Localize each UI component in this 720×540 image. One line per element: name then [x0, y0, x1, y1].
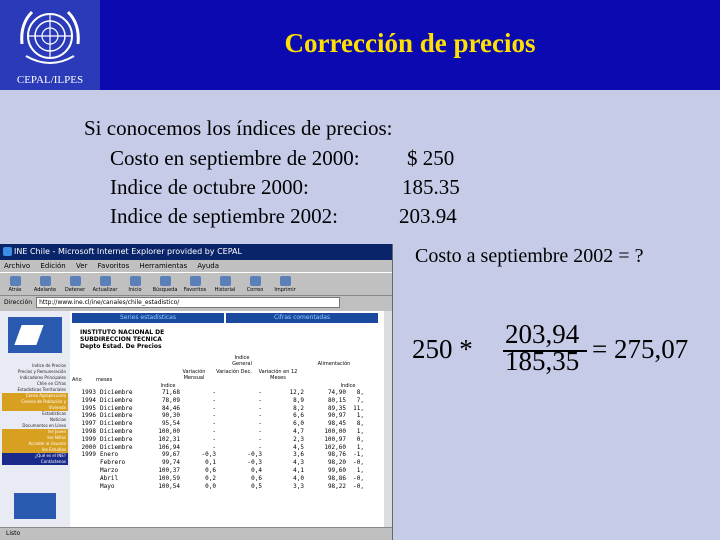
refresh-label: Actualizar [92, 286, 118, 293]
stop-label: Detener [64, 286, 86, 293]
header-month: meses [96, 377, 113, 383]
header-index: Indice [160, 383, 176, 389]
table-cell: 1996 [81, 412, 96, 420]
table-cell: 89,35 [327, 404, 346, 412]
sidebar-item[interactable]: Chile en Cifras [36, 381, 66, 386]
table-body [72, 389, 384, 490]
table-cell: 3,3 [293, 482, 304, 490]
back-label: Atrás [8, 286, 22, 293]
sidebar-item[interactable]: Indice de Precios [32, 363, 66, 368]
refresh-icon [100, 276, 111, 286]
sidebar-item[interactable]: Documentos en Línea [22, 423, 66, 428]
browser-title: INE Chile - Microsoft Internet Explorer provided by CEPAL [14, 247, 242, 256]
slide-header [0, 0, 720, 90]
table-cell: -0, [353, 482, 364, 490]
header-food: Alimentación [317, 361, 351, 367]
table-cell: Diciembre [100, 443, 133, 451]
question-text: Costo a septiembre 2002 = ? [415, 245, 644, 267]
table-cell: 100,97 [324, 435, 346, 443]
table-cell: Diciembre [100, 435, 133, 443]
search-label: Búsqueda [152, 286, 178, 293]
table-cell: 8,9 [293, 396, 304, 404]
browser-menu-bar [0, 260, 392, 272]
table-cell: 1, [356, 427, 364, 435]
table-cell: Enero [100, 451, 119, 459]
line-1-label: Costo en septiembre de 2000: [110, 146, 360, 170]
table-cell: 4,1 [293, 466, 304, 474]
stop-icon [70, 276, 81, 286]
sidebar-menu [2, 363, 68, 465]
table-cell: 0,1 [205, 459, 216, 467]
formula-lhs: 250 * [412, 334, 473, 364]
table-cell: 100,00 [158, 427, 180, 435]
table-row [72, 467, 384, 475]
site-tabs [72, 313, 380, 323]
table-cell: 99,67 [161, 451, 180, 459]
table-cell: 100,37 [158, 466, 180, 474]
print-label: Imprimir [274, 286, 296, 293]
table-cell: 102,31 [158, 435, 180, 443]
table-cell: 0,2 [205, 474, 216, 482]
table-cell: 4,3 [293, 459, 304, 467]
institution-line: Depto Estad. De Precios [80, 343, 162, 350]
browser-window [0, 244, 393, 540]
table-row [72, 389, 384, 397]
table-cell [72, 459, 96, 467]
slide-title: Corrección de precios [284, 28, 536, 58]
favorites-button[interactable] [182, 274, 208, 294]
table-row [72, 475, 384, 483]
table-cell: - [258, 443, 262, 451]
table-cell: Diciembre [100, 412, 133, 420]
sidebar-item[interactable]: Acceder al Usuario [2, 441, 68, 447]
table-cell: 8, [356, 389, 364, 396]
line-3-label: Indice de septiembre 2002: [110, 204, 339, 228]
table-cell: 8,2 [293, 404, 304, 412]
menu-ayuda[interactable]: Ayuda [197, 262, 220, 270]
table-cell: 100,54 [158, 482, 180, 490]
table-cell: 1, [356, 412, 364, 420]
institution-heading [80, 329, 164, 350]
formula-denominator: 185,35 [505, 346, 580, 376]
sidebar-item[interactable]: ¿Qué es el INE? [2, 453, 68, 459]
history-icon [220, 276, 231, 286]
table-cell: - [258, 389, 262, 396]
site-sidebar [0, 311, 70, 528]
table-row [72, 436, 384, 444]
table-cell: -1, [353, 451, 364, 459]
sidebar-item[interactable]: Precios y Remuneración [18, 369, 66, 374]
table-cell: 98,76 [327, 451, 346, 459]
table-cell: 2000 [81, 443, 96, 451]
sidebar-item[interactable]: Estadísticas [42, 411, 66, 416]
table-cell: 4,0 [293, 474, 304, 482]
header-general-index: Indice General [232, 355, 252, 367]
print-icon [280, 276, 291, 286]
table-row [72, 428, 384, 436]
table-cell: Diciembre [100, 389, 133, 396]
table-row [72, 405, 384, 413]
history-label: Historial [214, 286, 236, 293]
table-row [72, 444, 384, 452]
logo-area [0, 0, 100, 90]
menu-favoritos[interactable]: Favoritos [97, 262, 130, 270]
table-cell: 102,60 [324, 443, 346, 451]
header-var-12: Variación en 12 Meses [258, 369, 298, 381]
table-cell: -0, [353, 459, 364, 467]
table-cell: - [258, 427, 262, 435]
table-row [72, 420, 384, 428]
table-row [72, 483, 384, 491]
table-cell: 99,74 [161, 459, 180, 467]
table-row [72, 459, 384, 467]
table-cell: Diciembre [100, 396, 133, 404]
table-cell: 1999 [81, 451, 96, 459]
mail-button[interactable] [242, 274, 268, 294]
ine-logo [8, 317, 62, 353]
table-cell: Diciembre [100, 427, 133, 435]
table-cell: 99,60 [327, 466, 346, 474]
table-cell: Mayo [100, 482, 115, 490]
org-label: CEPAL/ILPES [16, 74, 84, 86]
line-1-value: $ 250 [407, 146, 455, 170]
table-cell: 12,2 [289, 389, 304, 396]
table-cell: 4,5 [293, 443, 304, 451]
search-button[interactable] [152, 274, 178, 294]
table-cell: - [212, 443, 216, 451]
history-button[interactable] [212, 274, 238, 294]
table-cell [72, 483, 96, 491]
table-cell [72, 475, 96, 483]
header-index-food: Indice [340, 383, 356, 389]
table-cell: - [212, 389, 216, 396]
table-cell: 0,6 [205, 466, 216, 474]
sidebar-item[interactable]: Indicadores Principales [20, 375, 66, 380]
table-cell [72, 467, 96, 475]
table-cell: 6,6 [293, 412, 304, 420]
table-cell: 98,45 [327, 420, 346, 428]
table-cell: Abril [100, 474, 119, 482]
table-cell: 84,46 [161, 404, 180, 412]
table-cell: 7, [356, 396, 364, 404]
table-cell: 90,97 [327, 412, 346, 420]
table-cell: - [212, 420, 216, 428]
browser-title-bar [0, 244, 392, 260]
sidebar-item[interactable]: Ine Joven [2, 429, 68, 435]
header-year: Año [72, 377, 82, 383]
table-cell: 80,15 [327, 396, 346, 404]
table-cell: 3,6 [293, 451, 304, 459]
table-cell: 98,86 [327, 474, 346, 482]
table-cell: 1993 [81, 389, 96, 396]
status-bar: Listo [0, 527, 393, 540]
table-cell: 1998 [81, 427, 96, 435]
sidebar-item[interactable]: Estadísticas Territoriales [17, 387, 66, 392]
institution-line: INSTITUTO NACIONAL DE [80, 329, 165, 336]
formula-result: = 275,07 [592, 334, 689, 364]
table-cell: 1995 [81, 404, 96, 412]
address-bar [0, 296, 392, 309]
table-cell: 0,5 [251, 482, 262, 490]
back-button[interactable] [2, 274, 28, 294]
table-cell: 1994 [81, 396, 96, 404]
table-cell: 1997 [81, 420, 96, 428]
table-cell: - [258, 420, 262, 428]
sidebar-item[interactable]: Censos de Población y Vivienda [2, 399, 68, 411]
browser-toolbar [0, 272, 392, 296]
refresh-button[interactable] [92, 274, 118, 294]
header-var-dec: Variación Dec. [216, 369, 252, 375]
table-cell: 6,0 [293, 420, 304, 428]
home-button[interactable] [122, 274, 148, 294]
sidebar-item[interactable]: Ine Estudios [2, 447, 68, 453]
table-cell: 2,3 [293, 435, 304, 443]
table-cell: Diciembre [100, 404, 133, 412]
table-cell: - [212, 435, 216, 443]
table-cell: - [212, 396, 216, 404]
line-2-value: 185.35 [402, 175, 460, 199]
mail-label: Correo [246, 286, 264, 293]
ie-icon [3, 247, 12, 256]
table-cell: 0, [356, 435, 364, 443]
vertical-scrollbar[interactable] [384, 311, 392, 528]
table-cell: Diciembre [100, 420, 133, 428]
table-cell: 106,94 [158, 443, 180, 451]
table-cell: 100,59 [158, 474, 180, 482]
table-cell: 0,6 [251, 474, 262, 482]
sidebar-item[interactable]: Noticias [50, 417, 66, 422]
menu-archivo[interactable]: Archivo [4, 262, 31, 270]
forward-icon [40, 276, 51, 286]
table-cell: - [258, 404, 262, 412]
table-cell: -0,3 [247, 459, 262, 467]
table-cell: 1999 [81, 435, 96, 443]
table-cell: 4,7 [293, 427, 304, 435]
table-cell: Febrero [100, 459, 126, 467]
table-cell: Marzo [100, 466, 119, 474]
table-cell: 0,0 [205, 482, 216, 490]
table-cell: - [212, 427, 216, 435]
line-2-label: Indice de octubre 2000: [110, 175, 309, 199]
table-cell: 90,30 [161, 412, 180, 420]
table-row [72, 412, 384, 420]
menu-edicion[interactable]: Edición [40, 262, 66, 270]
table-cell: -0,3 [247, 451, 262, 459]
sidebar-item[interactable]: Contáctenos [2, 459, 68, 465]
line-3-value: 203.94 [399, 204, 457, 228]
table-cell: 11, [353, 404, 364, 412]
institution-line: SUBDIRECCION TECNICA [80, 336, 162, 343]
intro-text: Si conocemos los índices de precios: [84, 116, 393, 140]
sidebar-item[interactable]: Censo Agropecuario [2, 393, 68, 399]
forward-button[interactable] [32, 274, 58, 294]
tab-cifras[interactable]: Cifras comentadas [226, 313, 378, 323]
table-cell: 78,09 [161, 396, 180, 404]
table-header [72, 355, 384, 389]
home-label: Inicio [128, 286, 142, 293]
table-cell: 74,90 [327, 389, 346, 396]
table-cell: 98,20 [327, 459, 346, 467]
mail-icon [250, 276, 261, 286]
menu-herramientas[interactable]: Herramientas [139, 262, 188, 270]
sidebar-item[interactable]: Ine Niños [2, 435, 68, 441]
tab-series[interactable]: Series estadísticas [72, 313, 224, 323]
home-icon [130, 276, 141, 286]
address-label: Dirección [4, 299, 33, 306]
table-row [72, 397, 384, 405]
table-cell: - [212, 412, 216, 420]
menu-ver[interactable]: Ver [75, 262, 88, 270]
table-row [72, 451, 384, 459]
table-cell: -0, [353, 474, 364, 482]
search-icon [160, 276, 171, 286]
ine-logo-bottom [14, 493, 56, 519]
table-cell: 0,4 [251, 466, 262, 474]
table-cell: 95,54 [161, 420, 180, 428]
address-input[interactable]: http://www.ine.cl/ine/canales/chile_estadistico/ [36, 297, 340, 308]
table-cell: 71,68 [161, 389, 180, 396]
print-button[interactable] [272, 274, 298, 294]
table-cell: - [258, 435, 262, 443]
table-cell: - [258, 396, 262, 404]
table-cell: 98,22 [327, 482, 346, 490]
stop-button[interactable] [62, 274, 88, 294]
table-cell: 1, [356, 466, 364, 474]
un-emblem-icon [14, 4, 86, 72]
browser-content [0, 311, 392, 528]
back-icon [10, 276, 21, 286]
favorites-label: Favoritos [183, 286, 207, 293]
table-cell: 1, [356, 443, 364, 451]
header-var-monthly: Variación Mensual [182, 369, 206, 381]
table-cell: - [258, 412, 262, 420]
table-cell: - [212, 404, 216, 412]
price-index-table [72, 355, 384, 490]
table-cell: 8, [356, 420, 364, 428]
formula-numerator: 203,94 [505, 319, 580, 349]
star-icon [190, 276, 201, 286]
table-cell: 100,00 [324, 427, 346, 435]
forward-label: Adelante [33, 286, 57, 293]
table-cell: -0,3 [201, 451, 216, 459]
